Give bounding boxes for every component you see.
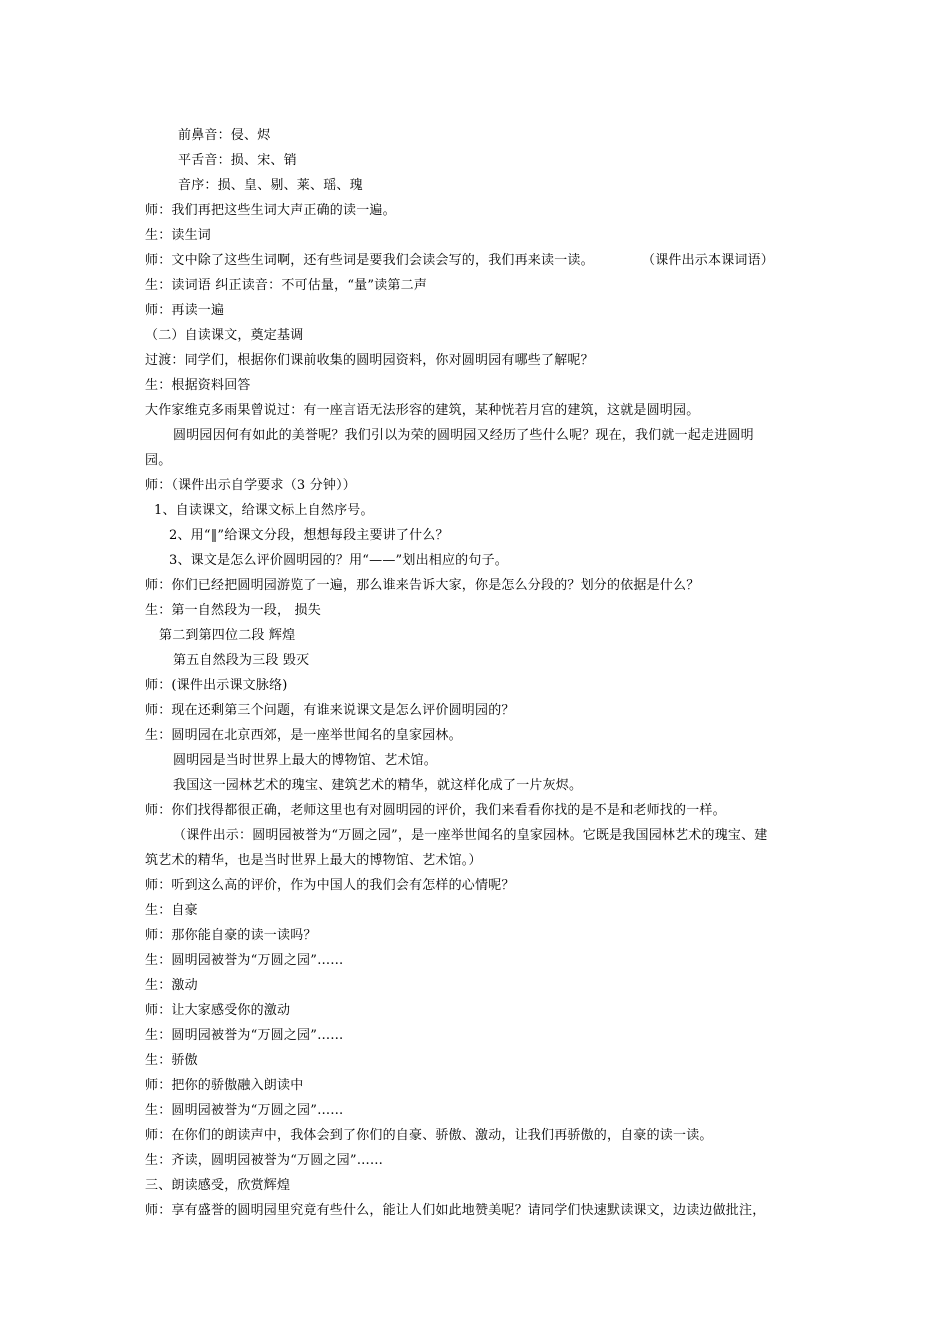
text-line: 生：读生词 [145, 228, 212, 243]
text-line: 第二到第四位二段 辉煌 [159, 628, 296, 643]
text-line: 园。 [145, 453, 172, 468]
text-line: 师：现在还剩第三个问题，有谁来说课文是怎么评价圆明园的？ [145, 703, 515, 718]
text-line: 生：第一自然段为一段， 损失 [145, 603, 321, 618]
list-item: 2、用“‖”给课文分段，想想每段主要讲了什么？ [169, 528, 449, 543]
text-line: 生：激动 [145, 978, 198, 993]
text-line: 生：圆明园被誉为“万圆之园”…… [145, 953, 344, 968]
text-line: 师：（课件出示自学要求（3 分钟）） [145, 478, 357, 493]
text-line: 圆明园因何有如此的美誉呢？我们引以为荣的圆明园又经历了些什么呢？现在，我们就一起走进圆明 [173, 428, 754, 443]
text-line: 师：我们再把这些生词大声正确的读一遍。 [145, 203, 396, 218]
text-line: （课件出示本课词语） [642, 253, 775, 268]
text-line: 音序：损、皇、剔、莱、瑶、瑰 [178, 178, 363, 193]
text-line: 生：根据资料回答 [145, 378, 251, 393]
text-line: 筑艺术的精华，也是当时世界上最大的博物馆、艺术馆。） [145, 853, 482, 868]
text-line: 生：圆明园被誉为“万圆之园”…… [145, 1028, 344, 1043]
text-line: 生：齐读，圆明园被誉为“万圆之园”…… [145, 1153, 384, 1168]
text-line: 师：听到这么高的评价，作为中国人的我们会有怎样的心情呢？ [145, 878, 515, 893]
text-line: 师：在你们的朗读声中，我体会到了你们的自豪、骄傲、激动，让我们再骄傲的，自豪的读一读。 [145, 1128, 713, 1143]
text-line: 师：那你能自豪的读一读吗？ [145, 928, 317, 943]
text-line: 生：圆明园被誉为“万圆之园”…… [145, 1103, 344, 1118]
section-heading: （二）自读课文，奠定基调 [145, 328, 304, 343]
text-line: 师：把你的骄傲融入朗读中 [145, 1078, 304, 1093]
text-line: 师：(课件出示课文脉络) [145, 678, 288, 693]
text-line: 生：自豪 [145, 903, 198, 918]
list-item: 3、课文是怎么评价圆明园的？用“——”划出相应的句子。 [169, 553, 508, 568]
list-item: 1、自读课文，给课文标上自然序号。 [154, 503, 374, 518]
text-line: 大作家维克多雨果曾说过：有一座言语无法形容的建筑，某种恍若月宫的建筑，这就是圆明园。 [145, 403, 700, 418]
text-line: 我国这一园林艺术的瑰宝、建筑艺术的精华，就这样化成了一片灰烬。 [173, 778, 583, 793]
text-line: 师：再读一遍 [145, 303, 225, 318]
text-line: 师：你们已经把圆明园游览了一遍，那么谁来告诉大家，你是怎么分段的？划分的依据是什么？ [145, 578, 700, 593]
text-line: 前鼻音：侵、烬 [178, 128, 271, 143]
text-line: 平舌音：损、宋、销 [178, 153, 297, 168]
section-heading: 三、朗读感受，欣赏辉煌 [145, 1178, 291, 1193]
text-line: 过渡：同学们，根据你们课前收集的圆明园资料，你对圆明园有哪些了解呢？ [145, 353, 594, 368]
text-line: 生：圆明园在北京西郊，是一座举世闻名的皇家园林。 [145, 728, 462, 743]
text-line: 生：读词语 纠正读音：不可估量，“量”读第二声 [145, 278, 428, 293]
text-line: 师：享有盛誉的圆明园里究竟有些什么，能让人们如此地赞美呢？请同学们快速默读课文，边读边做批注， [145, 1203, 766, 1218]
text-line: 师：你们找得都很正确，老师这里也有对圆明园的评价，我们来看看你找的是不是和老师找的一样。 [145, 803, 726, 818]
text-line: 师：让大家感受你的激动 [145, 1003, 291, 1018]
text-line: 圆明园是当时世界上最大的博物馆、艺术馆。 [173, 753, 438, 768]
text-line: 第五自然段为三段 毁灭 [173, 653, 310, 668]
text-line: 生：骄傲 [145, 1053, 198, 1068]
text-line: 师：文中除了这些生词啊，还有些词是要我们会读会写的，我们再来读一读。 [145, 253, 594, 268]
text-line: （课件出示：圆明园被誉为“万圆之园”，是一座举世闻名的皇家园林。它既是我国园林艺术的瑰宝、建 [173, 828, 768, 843]
